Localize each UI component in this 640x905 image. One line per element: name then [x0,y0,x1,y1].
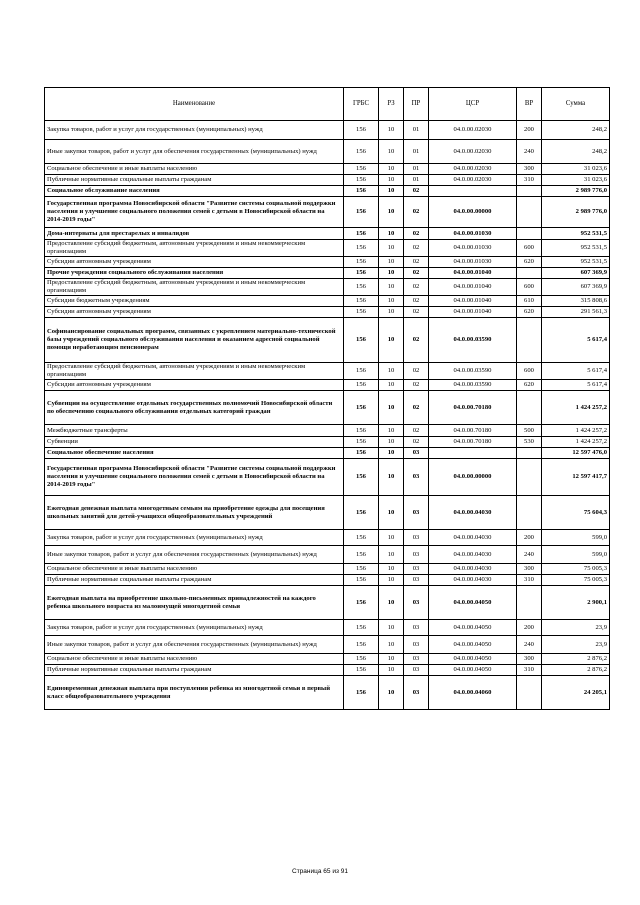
cell-pr: 03 [404,459,429,496]
cell-name: Субсидии автономным учреждениям [45,307,344,318]
cell-csr: 04.0.00.04050 [429,636,517,654]
cell-vr: 600 [517,240,542,257]
cell-vr: 310 [517,665,542,676]
table-row [45,636,610,654]
cell-name: Прочие учреждения социального обслуживания населения [45,268,344,279]
cell-rz: 10 [379,296,404,307]
cell-grbs: 156 [344,425,379,437]
cell-sum: 5 617,4 [542,318,610,363]
cell-name: Социальное обслуживание населения [45,186,344,197]
cell-pr: 03 [404,530,429,546]
cell-csr: 04.0.00.02030 [429,121,517,140]
table-row [45,546,610,564]
cell-grbs: 156 [344,546,379,564]
cell-vr [517,268,542,279]
cell-csr: 04.0.00.04050 [429,586,517,620]
cell-sum: 599,0 [542,530,610,546]
cell-vr: 240 [517,140,542,164]
cell-vr [517,586,542,620]
cell-vr: 240 [517,636,542,654]
cell-pr: 03 [404,546,429,564]
header-pr: ПР [404,88,429,121]
cell-name: Закупка товаров, работ и услуг для государственных (муниципальных) нужд [45,121,344,140]
cell-pr: 03 [404,448,429,459]
cell-sum: 31 023,6 [542,175,610,186]
table-row [45,307,610,318]
cell-grbs: 156 [344,564,379,575]
cell-csr: 04.0.00.70180 [429,391,517,425]
table-row [45,437,610,448]
cell-vr [517,391,542,425]
cell-rz: 10 [379,676,404,710]
table-row [45,665,610,676]
table-row [45,448,610,459]
cell-pr: 02 [404,197,429,228]
cell-grbs: 156 [344,186,379,197]
cell-grbs: 156 [344,530,379,546]
cell-csr: 04.0.00.01040 [429,296,517,307]
cell-rz: 10 [379,620,404,636]
cell-name: Закупка товаров, работ и услуг для государственных (муниципальных) нужд [45,620,344,636]
cell-pr: 02 [404,296,429,307]
header-grbs: ГРБС [344,88,379,121]
cell-vr: 620 [517,257,542,268]
cell-csr: 04.0.00.04030 [429,546,517,564]
cell-pr: 02 [404,307,429,318]
cell-vr: 620 [517,307,542,318]
cell-rz: 10 [379,448,404,459]
cell-sum: 952 531,5 [542,240,610,257]
cell-pr: 02 [404,186,429,197]
cell-csr: 04.0.00.01030 [429,240,517,257]
cell-sum: 23,9 [542,620,610,636]
cell-grbs: 156 [344,279,379,296]
cell-rz: 10 [379,121,404,140]
cell-vr: 240 [517,546,542,564]
header-vr: ВР [517,88,542,121]
cell-sum: 248,2 [542,121,610,140]
cell-pr: 02 [404,228,429,240]
cell-csr [429,448,517,459]
cell-grbs: 156 [344,391,379,425]
cell-sum: 2 900,1 [542,586,610,620]
cell-name: Софинансирование социальных программ, связанных с укреплением материально-технической базы учреждений социального обслуживания населения и оказанием адресной социальной помощи неработающим пенсионерам [45,318,344,363]
cell-pr: 02 [404,279,429,296]
header-name: Наименование [45,88,344,121]
cell-csr: 04.0.00.02030 [429,140,517,164]
cell-rz: 10 [379,496,404,530]
cell-csr: 04.0.00.01040 [429,279,517,296]
cell-sum: 599,0 [542,546,610,564]
cell-sum: 1 424 257,2 [542,391,610,425]
cell-grbs: 156 [344,175,379,186]
cell-name: Публичные нормативные социальные выплаты гражданам [45,665,344,676]
cell-vr [517,197,542,228]
cell-csr: 04.0.00.00000 [429,459,517,496]
cell-csr: 04.0.00.01030 [429,257,517,268]
cell-name: Предоставление субсидий бюджетным, автономным учреждениям и иным некоммерческим организациям [45,279,344,296]
cell-csr: 04.0.00.04050 [429,620,517,636]
cell-csr: 04.0.00.04050 [429,665,517,676]
table-row [45,186,610,197]
cell-grbs: 156 [344,586,379,620]
table-row [45,240,610,257]
cell-pr: 02 [404,363,429,380]
cell-rz: 10 [379,636,404,654]
cell-grbs: 156 [344,197,379,228]
cell-name: Субсидии автономным учреждениям [45,380,344,391]
cell-name: Межбюджетные трансферты [45,425,344,437]
cell-sum: 2 989 776,0 [542,186,610,197]
cell-csr: 04.0.00.04030 [429,575,517,586]
cell-csr: 04.0.00.04060 [429,676,517,710]
cell-rz: 10 [379,391,404,425]
table-row [45,121,610,140]
cell-vr: 600 [517,279,542,296]
cell-csr: 04.0.00.04030 [429,496,517,530]
cell-name: Субвенции на осуществление отдельных государственных полномочий Новосибирской области по обеспечению социального обслуживания отдельных категорий граждан [45,391,344,425]
cell-rz: 10 [379,586,404,620]
cell-sum: 607 369,9 [542,279,610,296]
table-row [45,296,610,307]
cell-grbs: 156 [344,665,379,676]
cell-grbs: 156 [344,363,379,380]
cell-csr: 04.0.00.02030 [429,164,517,175]
cell-grbs: 156 [344,437,379,448]
header-sum: Сумма [542,88,610,121]
cell-rz: 10 [379,318,404,363]
cell-pr: 02 [404,318,429,363]
cell-grbs: 156 [344,636,379,654]
cell-name: Иные закупки товаров, работ и услуг для обеспечения государственных (муниципальных) нужд [45,636,344,654]
cell-name: Предоставление субсидий бюджетным, автономным учреждениям и иным некоммерческим организациям [45,240,344,257]
cell-sum: 2 876,2 [542,665,610,676]
cell-pr: 03 [404,564,429,575]
cell-vr: 530 [517,437,542,448]
table-row [45,268,610,279]
cell-grbs: 156 [344,296,379,307]
cell-pr: 03 [404,676,429,710]
cell-name: Субсидии бюджетным учреждениям [45,296,344,307]
cell-grbs: 156 [344,654,379,665]
table-row [45,496,610,530]
cell-rz: 10 [379,140,404,164]
cell-grbs: 156 [344,496,379,530]
cell-name: Публичные нормативные социальные выплаты гражданам [45,175,344,186]
cell-pr: 01 [404,140,429,164]
cell-pr: 03 [404,575,429,586]
cell-csr: 04.0.00.70180 [429,425,517,437]
table-row [45,620,610,636]
cell-rz: 10 [379,546,404,564]
cell-name: Закупка товаров, работ и услуг для государственных (муниципальных) нужд [45,530,344,546]
table-row [45,140,610,164]
cell-pr: 03 [404,654,429,665]
table-row [45,380,610,391]
cell-name: Государственная программа Новосибирской области "Развитие системы социальной поддержки населения и улучшение социального положения семей с детьми в Новосибирской области на 2014-2019 годы" [45,459,344,496]
table-header-row [45,88,610,121]
cell-name: Иные закупки товаров, работ и услуг для обеспечения государственных (муниципальных) нужд [45,546,344,564]
table-row [45,654,610,665]
cell-name: Субсидии автономным учреждениям [45,257,344,268]
cell-vr: 300 [517,164,542,175]
cell-name: Ежегодная выплата на приобретение школьно-письменных принадлежностей на каждого ребенка школьного возраста из малоимущей многодетной семьи [45,586,344,620]
table-row [45,228,610,240]
cell-vr [517,448,542,459]
cell-grbs: 156 [344,121,379,140]
cell-pr: 03 [404,620,429,636]
cell-sum: 1 424 257,2 [542,425,610,437]
cell-vr [517,318,542,363]
cell-grbs: 156 [344,318,379,363]
cell-pr: 02 [404,391,429,425]
cell-grbs: 156 [344,380,379,391]
cell-rz: 10 [379,197,404,228]
cell-rz: 10 [379,307,404,318]
cell-grbs: 156 [344,240,379,257]
cell-pr: 03 [404,665,429,676]
cell-pr: 02 [404,257,429,268]
cell-grbs: 156 [344,228,379,240]
cell-csr: 04.0.00.02030 [429,175,517,186]
cell-sum: 24 205,1 [542,676,610,710]
cell-pr: 01 [404,164,429,175]
cell-name: Социальное обеспечение и иные выплаты населению [45,564,344,575]
cell-sum: 31 023,6 [542,164,610,175]
cell-vr: 300 [517,564,542,575]
cell-csr: 04.0.00.04030 [429,564,517,575]
cell-sum: 75 604,3 [542,496,610,530]
cell-name: Социальное обеспечение населения [45,448,344,459]
cell-name: Субвенции [45,437,344,448]
header-rz: РЗ [379,88,404,121]
cell-name: Иные закупки товаров, работ и услуг для обеспечения государственных (муниципальных) нужд [45,140,344,164]
cell-pr: 02 [404,425,429,437]
table-row [45,363,610,380]
cell-vr: 300 [517,654,542,665]
cell-rz: 10 [379,654,404,665]
cell-sum: 607 369,9 [542,268,610,279]
cell-rz: 10 [379,164,404,175]
cell-rz: 10 [379,380,404,391]
cell-rz: 10 [379,530,404,546]
cell-sum: 1 424 257,2 [542,437,610,448]
cell-sum: 2 876,2 [542,654,610,665]
table-row [45,164,610,175]
cell-rz: 10 [379,363,404,380]
page-number: Страница 65 из 91 [292,868,348,875]
cell-sum: 12 597 417,7 [542,459,610,496]
cell-vr [517,186,542,197]
cell-vr: 310 [517,175,542,186]
cell-rz: 10 [379,228,404,240]
cell-rz: 10 [379,459,404,496]
cell-name: Ежегодная денежная выплата многодетным семьям на приобретение одежды для посещения школьных занятий для детей-учащихся общеобразовательных учреждений [45,496,344,530]
cell-vr [517,228,542,240]
cell-csr: 04.0.00.03590 [429,363,517,380]
cell-rz: 10 [379,175,404,186]
cell-vr: 200 [517,620,542,636]
cell-name: Предоставление субсидий бюджетным, автономным учреждениям и иным некоммерческим организациям [45,363,344,380]
cell-name: Социальное обеспечение и иные выплаты населению [45,654,344,665]
cell-pr: 02 [404,268,429,279]
cell-grbs: 156 [344,459,379,496]
cell-sum: 315 808,6 [542,296,610,307]
cell-rz: 10 [379,437,404,448]
table-row [45,175,610,186]
cell-grbs: 156 [344,448,379,459]
cell-sum: 291 561,3 [542,307,610,318]
cell-pr: 02 [404,437,429,448]
cell-csr: 04.0.00.70180 [429,437,517,448]
cell-rz: 10 [379,186,404,197]
cell-vr [517,676,542,710]
cell-name: Государственная программа Новосибирской области "Развитие системы социальной поддержки населения и улучшение социального положения семей с детьми в Новосибирской области на 2014-2019 годы" [45,197,344,228]
cell-rz: 10 [379,279,404,296]
cell-rz: 10 [379,240,404,257]
cell-vr: 610 [517,296,542,307]
cell-rz: 10 [379,564,404,575]
cell-sum: 5 617,4 [542,363,610,380]
cell-csr: 04.0.00.01040 [429,268,517,279]
cell-rz: 10 [379,257,404,268]
cell-grbs: 156 [344,307,379,318]
cell-name: Единовременная денежная выплата при поступлении ребенка из многодетной семьи в первый класс общеобразовательного учреждения [45,676,344,710]
cell-grbs: 156 [344,620,379,636]
table-row [45,564,610,575]
cell-sum: 5 617,4 [542,380,610,391]
cell-pr: 03 [404,636,429,654]
cell-vr [517,459,542,496]
cell-csr: 04.0.00.03590 [429,380,517,391]
cell-sum: 75 005,3 [542,564,610,575]
cell-grbs: 156 [344,164,379,175]
cell-pr: 01 [404,121,429,140]
cell-pr: 03 [404,586,429,620]
cell-csr: 04.0.00.01040 [429,307,517,318]
table-row [45,575,610,586]
cell-vr: 310 [517,575,542,586]
table-row [45,391,610,425]
table-row [45,279,610,296]
cell-sum: 952 531,5 [542,228,610,240]
budget-table [44,87,610,710]
cell-name: Дома-интернаты для престарелых и инвалидов [45,228,344,240]
cell-sum: 12 597 476,0 [542,448,610,459]
cell-sum: 23,9 [542,636,610,654]
table-row [45,530,610,546]
table-row [45,459,610,496]
cell-csr: 04.0.00.00000 [429,197,517,228]
header-csr: ЦСР [429,88,517,121]
cell-csr: 04.0.00.01030 [429,228,517,240]
cell-vr: 600 [517,363,542,380]
cell-csr: 04.0.00.04030 [429,530,517,546]
table-row [45,676,610,710]
cell-vr [517,496,542,530]
table-row [45,197,610,228]
cell-sum: 952 531,5 [542,257,610,268]
cell-csr: 04.0.00.03590 [429,318,517,363]
cell-sum: 2 989 776,0 [542,197,610,228]
cell-pr: 02 [404,240,429,257]
cell-name: Публичные нормативные социальные выплаты гражданам [45,575,344,586]
table-row [45,425,610,437]
cell-rz: 10 [379,575,404,586]
cell-rz: 10 [379,425,404,437]
cell-sum: 248,2 [542,140,610,164]
cell-grbs: 156 [344,268,379,279]
cell-rz: 10 [379,268,404,279]
cell-pr: 01 [404,175,429,186]
cell-vr: 620 [517,380,542,391]
cell-csr [429,186,517,197]
cell-vr: 500 [517,425,542,437]
cell-vr: 200 [517,530,542,546]
table-row [45,257,610,268]
cell-csr: 04.0.00.04050 [429,654,517,665]
cell-pr: 02 [404,380,429,391]
cell-rz: 10 [379,665,404,676]
cell-grbs: 156 [344,140,379,164]
cell-pr: 03 [404,496,429,530]
cell-grbs: 156 [344,257,379,268]
table-row [45,586,610,620]
cell-sum: 75 005,3 [542,575,610,586]
cell-name: Социальное обеспечение и иные выплаты населению [45,164,344,175]
cell-grbs: 156 [344,575,379,586]
table-row [45,318,610,363]
cell-grbs: 156 [344,676,379,710]
cell-vr: 200 [517,121,542,140]
